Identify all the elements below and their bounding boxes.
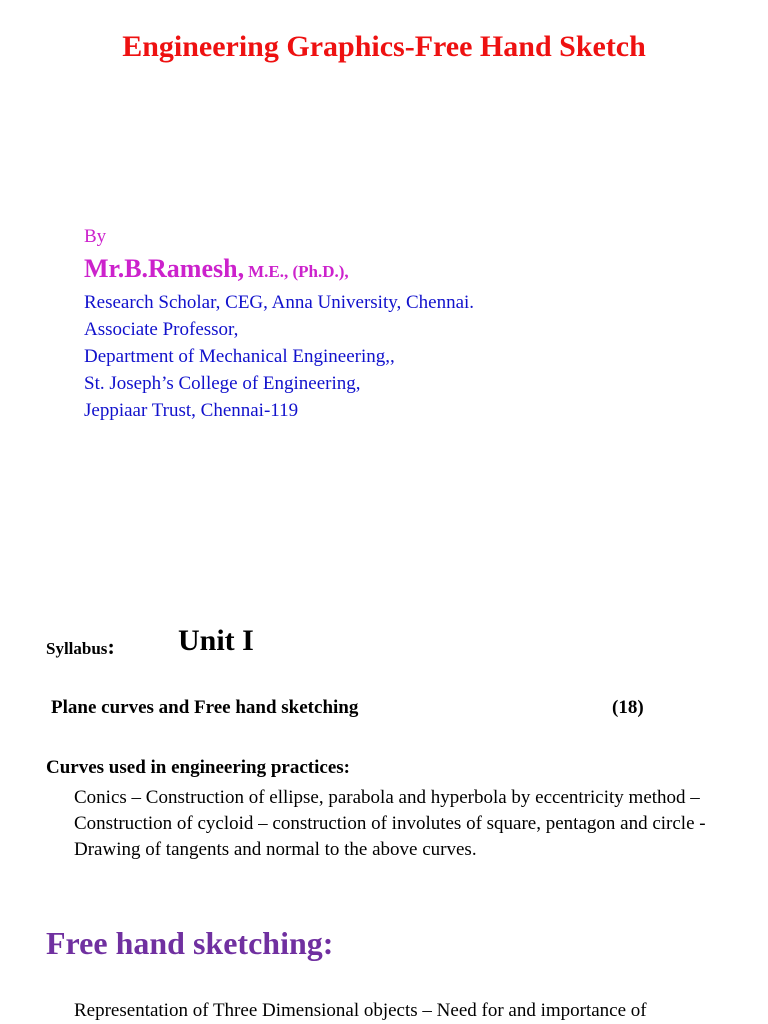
affiliation-line: Department of Mechanical Engineering,, bbox=[84, 346, 395, 367]
affiliation-line: St. Joseph’s College of Engineering, bbox=[84, 373, 361, 394]
curves-body: Conics – Construction of ellipse, parabola and hyperbola by eccentricity method – Construction of cycloid – construction of involutes of square, pentagon and circle - Drawing of tangents and normal to the above curves. bbox=[74, 787, 706, 860]
document-title: Engineering Graphics-Free Hand Sketch bbox=[122, 30, 646, 63]
syllabus-colon: : bbox=[107, 634, 115, 659]
curves-heading: Curves used in engineering practices: bbox=[46, 757, 350, 778]
author-degrees: M.E., (Ph.D.), bbox=[248, 262, 349, 281]
author-line bbox=[84, 254, 349, 284]
syllabus-label bbox=[46, 634, 115, 660]
unit-hours: (18) bbox=[612, 697, 644, 718]
free-hand-heading: Free hand sketching: bbox=[46, 925, 334, 961]
free-hand-body: Representation of Three Dimensional objects – Need for and importance of bbox=[74, 1000, 647, 1021]
affiliation-line: Associate Professor, bbox=[84, 319, 239, 340]
unit-topic: Plane curves and Free hand sketching bbox=[51, 697, 359, 718]
author-name: Mr.B.Ramesh, bbox=[84, 254, 245, 283]
syllabus-label-text: Syllabus bbox=[46, 639, 108, 658]
affiliation-line: Jeppiaar Trust, Chennai-119 bbox=[84, 400, 299, 421]
affiliation-line: Research Scholar, CEG, Anna University, Chennai. bbox=[84, 292, 475, 313]
by-label: By bbox=[84, 226, 107, 247]
unit-heading: Unit I bbox=[178, 624, 254, 657]
